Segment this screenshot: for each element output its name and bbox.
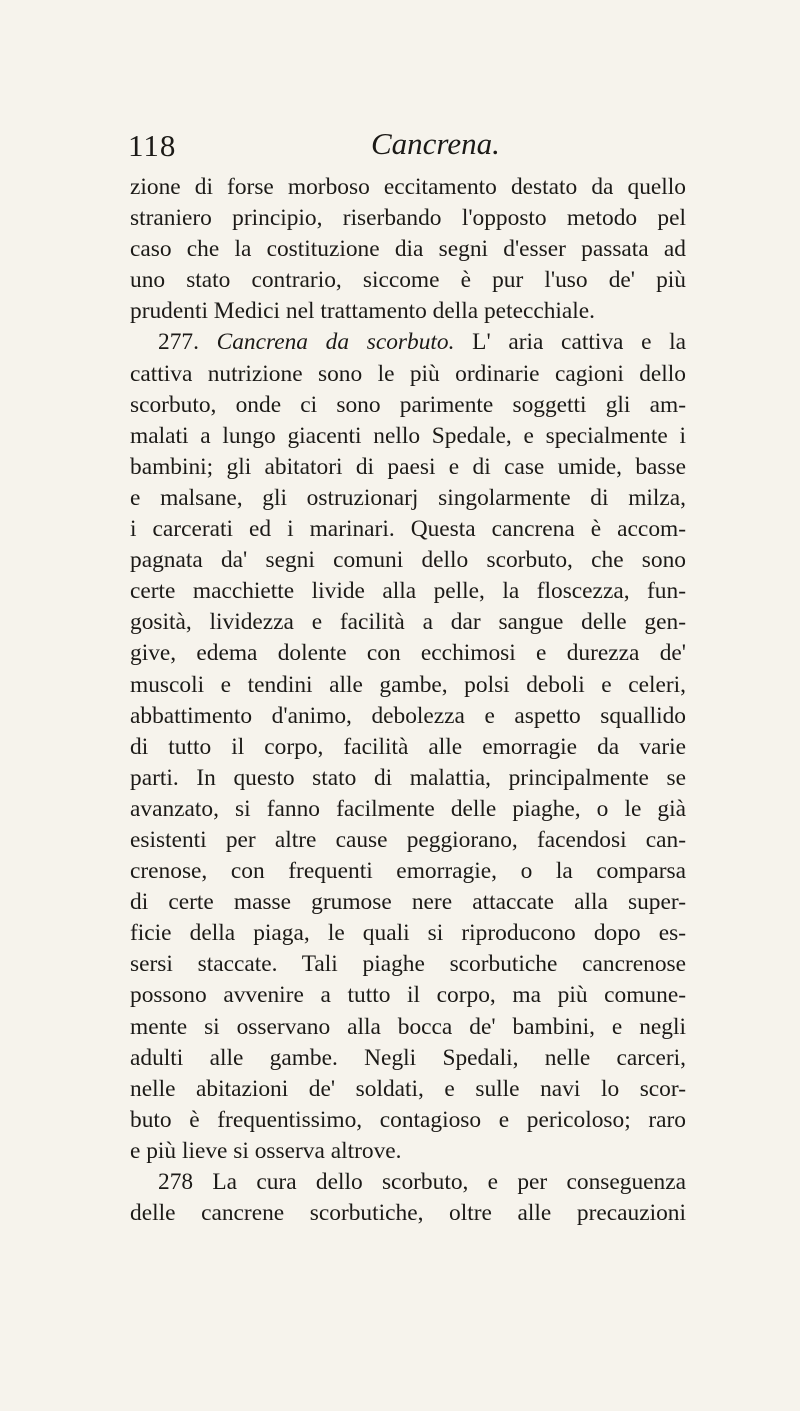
page-number: 118: [128, 128, 177, 163]
text-line: malati a lungo giacenti nello Spedale, e specialmente i: [130, 422, 686, 449]
text-line: prudenti Medici nel trattamento della petecchiale.: [130, 298, 596, 325]
text-line: cattiva nutrizione sono le più ordinarie cagioni dello: [130, 360, 686, 387]
text-line: nelle abitazioni de' soldati, e sulle navi lo scor-: [130, 1075, 686, 1102]
text-line: e più lieve si osserva altrove.: [130, 1137, 402, 1164]
section-title: Cancrena da scorbuto.: [216, 329, 455, 356]
text-line: e malsane, gli ostruzionarj singolarmente di milza,: [130, 484, 686, 511]
text-line: i carcerati ed i marinari. Questa cancrena è accom-: [130, 516, 686, 543]
text-line: ficie della piaga, le quali si riproducono dopo es-: [130, 920, 686, 947]
text-line: muscoli e tendini alle gambe, polsi deboli e celeri,: [130, 671, 686, 698]
text-line: give, edema dolente con ecchimosi e durezza de': [130, 640, 686, 667]
text-line: esistenti per altre cause peggiorano, facendosi can-: [130, 826, 686, 853]
text-line: straniero principio, riserbando l'opposto metodo pel: [130, 205, 686, 232]
section-number: 277.: [158, 329, 199, 356]
page-header: [128, 118, 688, 166]
text-line: possono avvenire a tutto il corpo, ma più comune-: [130, 982, 686, 1009]
text-line: parti. In questo stato di malattia, principalmente se: [130, 764, 686, 791]
text-line: caso che la costituzione dia segni d'esser passata ad: [130, 236, 686, 263]
text-line: di certe masse grumose nere attaccate alla super-: [130, 889, 686, 916]
text-line: delle cancrene scorbutiche, oltre alle precauzioni: [130, 1200, 686, 1227]
text-line: scorbuto, onde ci sono parimente soggetti gli am-: [130, 391, 686, 418]
section-text: L' aria cattiva e la: [472, 329, 686, 356]
text-line: zione di forse morboso eccitamento destato da quello: [130, 174, 686, 200]
text-line: mente si osservano alla bocca de' bambini, e negli: [130, 1013, 686, 1040]
text-line: bambini; gli abitatori di paesi e di case umide, basse: [130, 453, 686, 480]
body-text: [130, 172, 686, 1229]
text-line: uno stato contrario, siccome è pur l'uso de' più: [130, 267, 686, 294]
section-heading-line: [130, 327, 686, 358]
text-line: crenose, con frequenti emorragie, o la comparsa: [130, 858, 686, 885]
text-line: di tutto il corpo, facilità alle emorragie da varie: [130, 733, 686, 760]
text-line: certe macchiette livide alla pelle, la floscezza, fun-: [130, 578, 686, 605]
text-line: gosità, lividezza e facilità a dar sangue delle gen-: [130, 609, 686, 636]
text-line: abbattimento d'animo, debolezza e aspetto squallido: [130, 702, 686, 729]
text-line: sersi staccate. Tali piaghe scorbutiche cancrenose: [130, 951, 686, 978]
running-title: Cancrena.: [371, 126, 500, 161]
text-line: adulti alle gambe. Negli Spedali, nelle carceri,: [130, 1044, 686, 1071]
text-line: avanzato, si fanno facilmente delle piaghe, o le già: [130, 795, 686, 822]
text-line: pagnata da' segni comuni dello scorbuto, che sono: [130, 547, 686, 574]
text-line: 278 La cura dello scorbuto, e per conseguenza: [158, 1169, 686, 1195]
text-line: buto è frequentissimo, contagioso e pericoloso; raro: [130, 1106, 686, 1133]
